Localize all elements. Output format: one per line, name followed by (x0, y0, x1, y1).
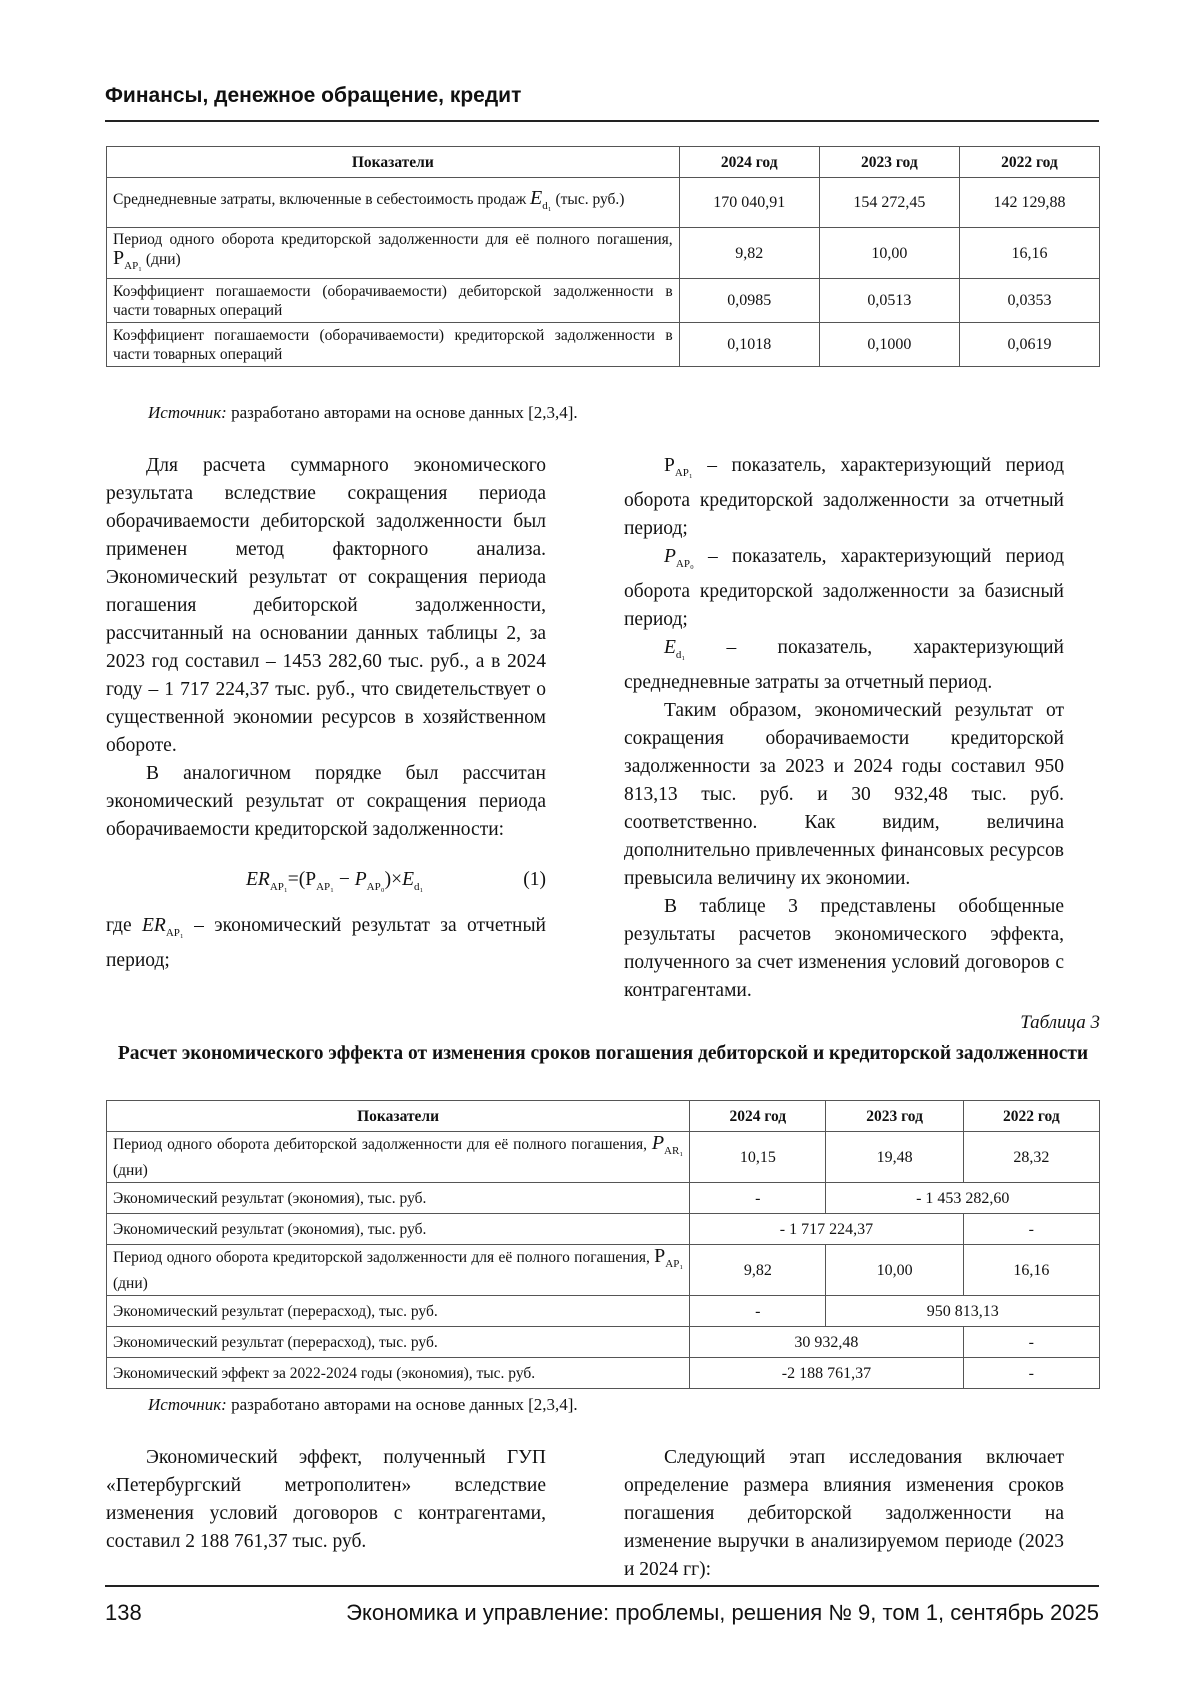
left-column (106, 452, 546, 975)
row-label: Экономический результат (перерасход), тыс. руб. (107, 1327, 690, 1358)
table-header-row (107, 147, 1100, 178)
definition: $E_{d_1}$ – показатель, характеризующий среднедневные затраты за отчетный период. (624, 637, 1064, 693)
cell-2023: 154 272,45 (819, 178, 959, 228)
header-rule (105, 120, 1099, 122)
table-3-source (148, 1395, 578, 1415)
cell-2024-2023-merged: - 1 717 224,37 (690, 1214, 964, 1245)
row-label: Коэффициент погашаемости (оборачиваемости) кредиторской задолженности в части товарных операций (107, 323, 680, 367)
bottom-right-column (624, 1444, 1064, 1584)
row-label: Период одного оборота кредиторской задолженности для её полного погашения, $P_{AP_1}$ (дни) (107, 1245, 690, 1296)
row-label: Среднедневные затраты, включенные в себестоимость продаж $E_{d_1}$ (тыс. руб.) (107, 178, 680, 228)
table-row (107, 1183, 1100, 1214)
col-header-2022: 2022 год (959, 147, 1099, 178)
formula-number: (1) (523, 869, 546, 890)
cell-2022: - (963, 1358, 1099, 1389)
table-2 (106, 146, 1100, 367)
section-title: Финансы, денежное обращение, кредит (105, 84, 522, 107)
cell-2023: 10,00 (819, 228, 959, 279)
col-header-2023: 2023 год (826, 1101, 963, 1132)
cell-2024: 10,15 (690, 1132, 826, 1183)
cell-2022: 16,16 (963, 1245, 1099, 1296)
paragraph: В аналогичном порядке был рассчитан экономический результат от сокращения периода оборачиваемости кредиторской задолженности: (106, 763, 546, 840)
table-row (107, 1296, 1100, 1327)
cell-2022: 16,16 (959, 228, 1099, 279)
col-header-2023: 2023 год (819, 147, 959, 178)
row-label: Период одного оборота дебиторской задолженности для её полного погашения, $P_{AR_1}$ (дни) (107, 1132, 690, 1183)
table-row (107, 178, 1100, 228)
definition: $P_{AP_1}$ – показатель, характеризующий период оборота кредиторской задолженности за отчетный период; (624, 455, 1064, 539)
table-row (107, 1214, 1100, 1245)
col-header-2024: 2024 год (690, 1101, 826, 1132)
cell-2023-2022-merged: 950 813,13 (826, 1296, 1100, 1327)
source-text: разработано авторами на основе данных [2,3,4]. (226, 1395, 578, 1414)
cell-2024: 0,0985 (679, 279, 819, 323)
paragraph: В таблице 3 представлены обобщенные результаты расчетов экономического эффекта, полученного за счет изменения условий договоров с контрагентами. (624, 896, 1064, 1001)
source-label: Источник: (148, 1395, 227, 1414)
cell-2022: - (963, 1214, 1099, 1245)
cell-2023-2022-merged: - 1 453 282,60 (826, 1183, 1100, 1214)
row-label: Экономический эффект за 2022-2024 годы (экономия), тыс. руб. (107, 1358, 690, 1389)
table-row (107, 279, 1100, 323)
table-row (107, 1327, 1100, 1358)
cell-2022: 0,0619 (959, 323, 1099, 367)
cell-2022: 28,32 (963, 1132, 1099, 1183)
row-label: Экономический результат (экономия), тыс. руб. (107, 1183, 690, 1214)
table-header-row (107, 1101, 1100, 1132)
cell-2022: - (963, 1327, 1099, 1358)
table-row (107, 1132, 1100, 1183)
paragraph: Таким образом, экономический результат от сокращения оборачиваемости кредиторской задолженности за 2023 и 2024 годы составил 950 813,13 тыс. руб. и 30 932,48 тыс. руб. соответственно. Как видим, величина дополнительно привлеченных финансовых ресурсов превысила величину их экономии. (624, 700, 1064, 889)
table-3-caption: Таблица 3 (1020, 1012, 1100, 1033)
formula-expression: $ER_{AP_1}=(P_{AP_1} - P_{AP_0})\times E_{d_1}$ (246, 869, 424, 893)
journal-title: Экономика и управление: проблемы, решения № 9, том 1, сентябрь 2025 (346, 1600, 1099, 1625)
cell-2024-2023-merged: -2 188 761,37 (690, 1358, 964, 1389)
cell-2023: 19,48 (826, 1132, 963, 1183)
paragraph: где $ER_{AP_1}$ – экономический результат за отчетный период; (106, 915, 546, 971)
table-row (107, 228, 1100, 279)
source-text: разработано авторами на основе данных [2,3,4]. (226, 403, 578, 422)
cell-2023: 0,0513 (819, 279, 959, 323)
row-label: Коэффициент погашаемости (оборачиваемости) дебиторской задолженности в части товарных операций (107, 279, 680, 323)
cell-2022: 0,0353 (959, 279, 1099, 323)
formula-1 (106, 862, 546, 902)
table-2-source (148, 403, 578, 423)
table-row (107, 1358, 1100, 1389)
col-header-2022: 2022 год (963, 1101, 1099, 1132)
definition: $P_{AP_0}$ – показатель, характеризующий период оборота кредиторской задолженности за базисный период; (624, 546, 1064, 630)
col-header-2024: 2024 год (679, 147, 819, 178)
paragraph: Следующий этап исследования включает определение размера влияния изменения сроков погашения дебиторской задолженности на изменение выручки в анализируемом периоде (2023 и 2024 гг): (624, 1447, 1064, 1580)
cell-2024: 0,1018 (679, 323, 819, 367)
cell-2024: 9,82 (690, 1245, 826, 1296)
page-number: 138 (105, 1600, 142, 1625)
table-row (107, 1245, 1100, 1296)
table-3 (106, 1100, 1100, 1389)
table-row (107, 323, 1100, 367)
cell-2024: - (690, 1183, 826, 1214)
running-header (105, 84, 1099, 108)
source-label: Источник: (148, 403, 227, 422)
paragraph: Для расчета суммарного экономического результата вследствие сокращения периода оборачиваемости дебиторской задолженности был применен метод факторного анализа. Экономический результат от сокращения периода погашения дебиторской задолженности, рассчитанный на основании данных таблицы 2, за 2023 год составил – 1453 282,60 тыс. руб., а в 2024 году – 1 717 224,37 тыс. руб., что свидетельствует о существенной экономии ресурсов в хозяйственном обороте. (106, 455, 546, 756)
row-label: Период одного оборота кредиторской задолженности для её полного погашения, $P_{AP_1}$ (дни) (107, 228, 680, 279)
cell-2024: 170 040,91 (679, 178, 819, 228)
col-header-indicators: Показатели (107, 147, 680, 178)
row-label: Экономический результат (перерасход), тыс. руб. (107, 1296, 690, 1327)
table-3-title: Расчет экономического эффекта от изменения сроков погашения дебиторской и кредиторской задолженности (117, 1043, 1089, 1064)
cell-2023: 0,1000 (819, 323, 959, 367)
row-label: Экономический результат (экономия), тыс. руб. (107, 1214, 690, 1245)
cell-2024: 9,82 (679, 228, 819, 279)
footer-rule (105, 1585, 1099, 1587)
cell-2022: 142 129,88 (959, 178, 1099, 228)
cell-2023: 10,00 (826, 1245, 963, 1296)
cell-2024-2023-merged: 30 932,48 (690, 1327, 964, 1358)
paragraph: Экономический эффект, полученный ГУП «Петербургский метрополитен» вследствие изменения условий договоров с контрагентами, составил 2 188 761,37 тыс. руб. (106, 1447, 546, 1552)
right-column (624, 452, 1064, 1005)
cell-2024: - (690, 1296, 826, 1327)
bottom-left-column (106, 1444, 546, 1556)
col-header-indicators: Показатели (107, 1101, 690, 1132)
